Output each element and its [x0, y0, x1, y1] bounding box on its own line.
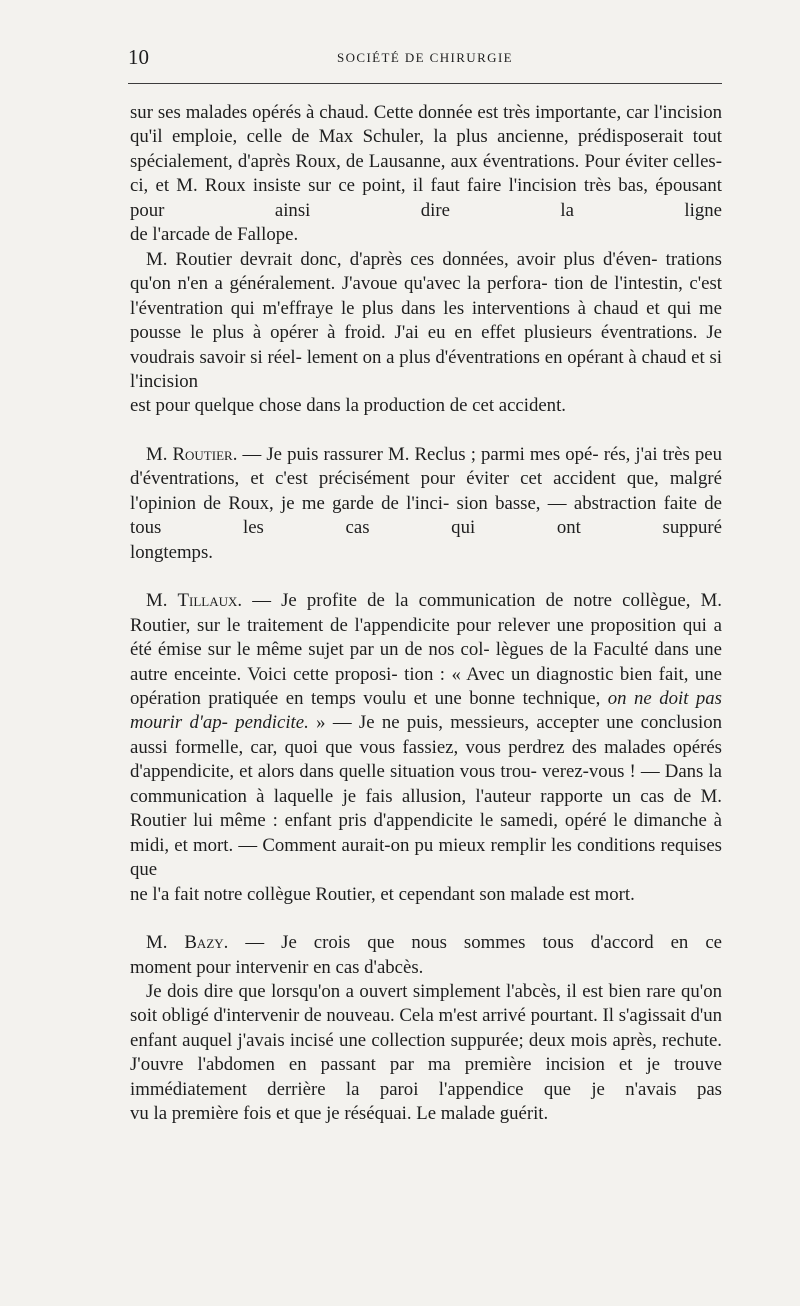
paragraph-end [130, 1102, 722, 1126]
speech-bazy-end [130, 956, 722, 980]
text-line: temps voulu et une bonne technique, [310, 687, 608, 709]
text-line: aussi formelle, car, quoi que vous fassiez, vous perdrez des malades [130, 736, 666, 758]
text-line: Je dois dire que lorsqu'on a ouvert simplement l'abcès, il est [146, 980, 604, 1002]
speech-bazy [130, 931, 722, 955]
speaker-title: M. [146, 590, 178, 612]
text-line: ne l'a fait notre collègue Routier, et cependant son malade est mort. [130, 883, 635, 905]
text-line: une collection suppurée; deux mois après, rechute. J'ouvre [130, 1029, 722, 1076]
text-line: lement on a plus d'éventrations en opérant à chaud et si l'incision [130, 346, 722, 392]
header-rule [128, 83, 722, 84]
text-line: longtemps. [130, 541, 213, 563]
text-line: l'abdomen en passant par ma première incision et je trouve [197, 1054, 722, 1076]
text-line: il faut faire l'incision très bas, épousant pour ainsi dire la ligne [130, 175, 722, 221]
text-line: M. Routier, sur le traitement de l'appendicite pour relever une [130, 590, 723, 636]
text-line: vu la première fois et que je réséquai. Le malade guérit. [130, 1103, 549, 1125]
page-header [128, 44, 722, 74]
text-line: éventrations. Pour éviter celles-ci, et M. Roux insiste sur ce point, [130, 150, 722, 197]
text-line: lègues de la Faculté dans une autre enceinte. Voici cette proposi- [130, 639, 722, 685]
quoted-italic-text: pendicite. [235, 712, 309, 734]
text-line: interventions à chaud et qui me pousse le plus à opérer à froid. [130, 297, 723, 344]
paragraph-continuation-end [130, 223, 722, 247]
text-line: l'auteur rapporte un cas de M. Routier lui même : enfant pris [130, 785, 722, 832]
text-line: rés, j'ai très peu d'éventrations, et c'est précisément pour éviter [130, 443, 722, 490]
text-line: moment pour intervenir en cas d'abcès. [130, 956, 424, 978]
speaker-name: Tillaux [177, 590, 238, 612]
text-line: tion de l'intestin, c'est l'éventration qui m'effraye le plus dans les [130, 273, 722, 319]
text-line: . — Je profite de la communication de notre collègue, [237, 590, 691, 612]
paragraph-end [130, 394, 722, 418]
speaker-name: Routier [172, 443, 233, 465]
text-line: arrivé pourtant. Il s'agissait d'un enfant auquel j'avais incisé [130, 1005, 722, 1051]
text-line: sion basse, — abstraction faite de tous les cas qui ont suppuré [130, 492, 722, 539]
text-line: J'ai eu en effet plusieurs éventrations. Je voudrais savoir si réel- [130, 322, 722, 368]
running-head: SOCIÉTÉ DE CHIRURGIE [336, 50, 514, 65]
text-line: immédiatement derrière la paroi l'appendice que je n'avais pas [130, 1078, 722, 1100]
speech-routier [130, 443, 722, 541]
text-line: est pour quelque chose dans la production de cet accident. [130, 395, 566, 417]
text-line: trations qu'on n'en a généralement. J'avoue qu'avec la perfora- [130, 248, 722, 295]
text-line: . — Je puis rassurer M. Reclus ; parmi mes opé- [232, 443, 599, 465]
paragraph [130, 980, 722, 1102]
text-line: tion : « Avec un diagnostic bien fait, une opération pratiquée en [130, 663, 722, 709]
paragraph [130, 248, 722, 395]
speaker-title: M. [146, 932, 185, 954]
quoted-italic-text: on ne doit pas mourir d'ap- [130, 687, 722, 734]
text-line: cet accident que, malgré l'opinion de Roux, je me garde de l'inci- [130, 468, 722, 514]
text-line: opérés d'appendicite, et alors dans quelle situation vous trou- [130, 736, 722, 783]
text-line: bien rare qu'on soit obligé d'intervenir de nouveau. Cela m'est [130, 980, 722, 1027]
page-number: 10 [128, 45, 149, 69]
text-line: Comment aurait-on pu mieux remplir les conditions requises que [130, 834, 722, 881]
paragraph-continuation [130, 101, 722, 223]
text-line: d'appendicite le samedi, opéré le dimanche à midi, et mort. — [130, 810, 723, 856]
text-line: . — Je crois que nous sommes tous d'accord en ce [223, 932, 722, 954]
text-line: M. Routier devrait donc, d'après ces données, avoir plus d'éven- [146, 248, 658, 270]
text-line: proposition qui a été émise sur le même sujet par un de nos col- [130, 614, 722, 661]
text-line: de l'arcade de Fallope. [130, 224, 299, 246]
text-line: car l'incision qu'il emploie, celle de Max Schuler, la plus ancienne, [130, 102, 722, 148]
text-line: sur ses malades opérés à chaud. Cette donnée est très importante, [130, 102, 622, 123]
speech-routier-end [130, 541, 722, 565]
speech-tillaux [130, 589, 722, 882]
speaker-name: Bazy [184, 932, 224, 954]
text-line: » — Je ne puis, messieurs, accepter une conclusion [308, 712, 723, 734]
text-line: verez-vous ! — Dans la communication à laquelle je fais allusion, [130, 761, 723, 807]
page-body [130, 101, 722, 1127]
text-line: prédisposerait tout spécialement, d'après Roux, de Lausanne, aux [130, 126, 723, 172]
speaker-title: M. [146, 443, 173, 465]
speech-tillaux-end [130, 883, 722, 907]
